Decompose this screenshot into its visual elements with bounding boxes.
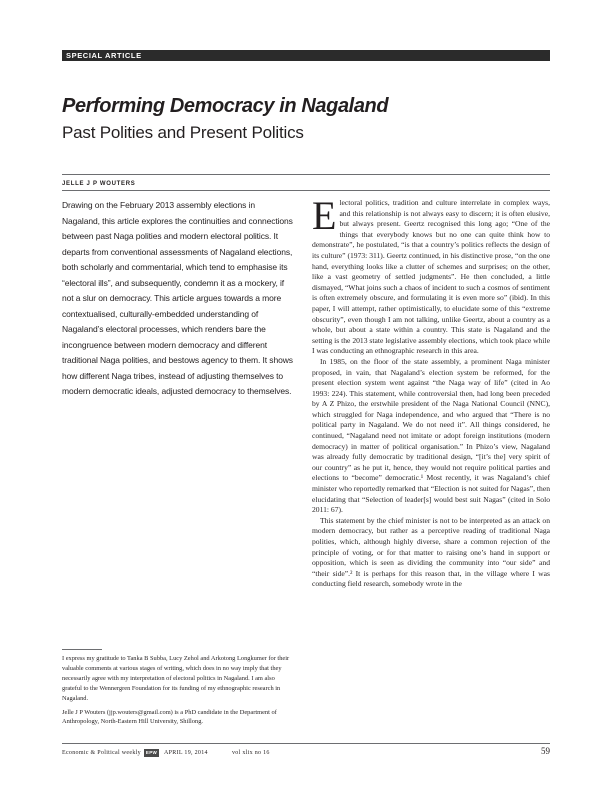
footer-volume: vol xlix no 16 — [232, 750, 270, 756]
page-number: 59 — [541, 746, 550, 756]
acknowledgement-note: I express my gratitude to Tanka B Subba, Lucy Zehol and Arkotong Longkumer for their valuable comments at various stages of writing, which does in no way imply that they necessarily agree with my interpretation of electoral politics in Nagaland. I am also grateful to the Wennergren Foundation for its funding of my ethnographic research in Nagaland. — [62, 655, 290, 702]
footnote-rule — [62, 649, 102, 650]
body-paragraph-2: In 1985, on the floor of the state assembly, a prominent Naga minister proposed, in vain, that Nagaland’s election system be reformed, for the present election system went against “the Naga way of life” (cited in Ao 1993: 224). This statement, while controversial then, had long been preceded by A Z Phizo, the erstwhile president of the Naga National Council (NNC), which struggled for Naga independence, and who argued that “There is no political party in Nagaland. We do not need it”. All things considered, he continued, “Nagaland need not imitate or adopt foreign institutions (modern democracy) in matter of political organisation.” In Phizo’s view, Nagaland was already fully democratic by traditional design, “[it’s the] very spirit of our country” as he put it, hence, they would not require political parties and elections to “become” democratic.¹ Most recently, it was Nagaland’s chief minister who reportedly remarked that “Election is not suited for Nagas”, then elucidating that “Selection of leader[s] would best suit Nagas” (cited in Solo 2011: 67). — [312, 356, 550, 515]
author-rule-top — [62, 174, 550, 175]
author-rule-bottom — [62, 190, 550, 191]
abstract: Drawing on the February 2013 assembly elections in Nagaland, this article explores the continuities and connections between past Naga polities and modern electoral politics. It departs from conventional assessments of Nagaland elections, both scholarly and commentarial, which tend to emphasise its “electoral ills”, and subsequently, condemn it as a mockery, if not a slur on democracy. This article argues towards a more contextualised, culturally-embedded understanding of Nagaland’s electoral processes, which renders bare the incongruence between modern democracy and different traditional Naga polities, and bestows agency to them. It shows how different Naga tribes, instead of adjusting themselves to modern democratic ideals, adjusted democracy to themselves. — [62, 200, 293, 396]
section-label: SPECIAL ARTICLE — [66, 51, 142, 60]
footnotes — [62, 654, 294, 731]
body-paragraph-3: This statement by the chief minister is not to be interpreted as an attack on modern democracy, but rather as a perceptive reading of traditional Naga polities, which, although highly diverse, share a common rejection of the principle of voting, or for that matter to raising one’s hand in support or opposition, which is seen as dividing the community into “our side” and “their side”.² It is perhaps for this reason that, in the village where I was conducting field research, somebody wrote in the — [312, 515, 550, 589]
section-label-bar — [62, 50, 550, 61]
footer-rule — [62, 743, 550, 744]
footer-date: APRIL 19, 2014 — [164, 750, 208, 756]
footer-journal-name: Economic & Political weekly — [62, 750, 141, 756]
body-column — [312, 193, 550, 590]
author-bio-note: Jelle J P Wouters (jjp.wouters@gmail.com) is a PhD candidate in the Department of Anthropology, North-Eastern Hill University, Shillong. — [62, 708, 277, 726]
article-title: Performing Democracy in Nagaland — [62, 95, 389, 117]
epw-logo: EPW — [145, 750, 158, 755]
body-paragraph-1 — [312, 193, 550, 357]
drop-cap: E — [312, 193, 337, 238]
article-subtitle: Past Polities and Present Politics — [62, 123, 304, 142]
body-paragraph-1-text: lectoral politics, tradition and culture interrelate in complex ways, and this relationship is not always easy to discern; it is often elusive, but always present. Geertz recognised this long ago; “One of the things that everybody knows but no one can quite think how to demonstrate”, he postulated, “is that a country’s politics reflects the design of its culture” (1973: 311). Geertz continued, in his distinctive prose, “on the one hand, everything looks like a clutter of schemes and surprises; on the other, like a vast geometry of settled judgments”. He then concluded, a little dismayed, “What joins such a chaos of incident to such a cosmos of sentiment is often extremely obscure, and formulating it is even more so” (ibid). In this paper, I will attempt, rather optimistically, to elucidate some of this “extreme obscurity”, even though I am not talking, unlike Geertz, about a country as a whole, but about a state within a country. This state is Nagaland and the setting is the 2013 state legislative assembly elections, which took place while I was conducting an ethnographic research in this area. — [312, 198, 550, 356]
author-name: JELLE J P WOUTERS — [62, 181, 136, 187]
